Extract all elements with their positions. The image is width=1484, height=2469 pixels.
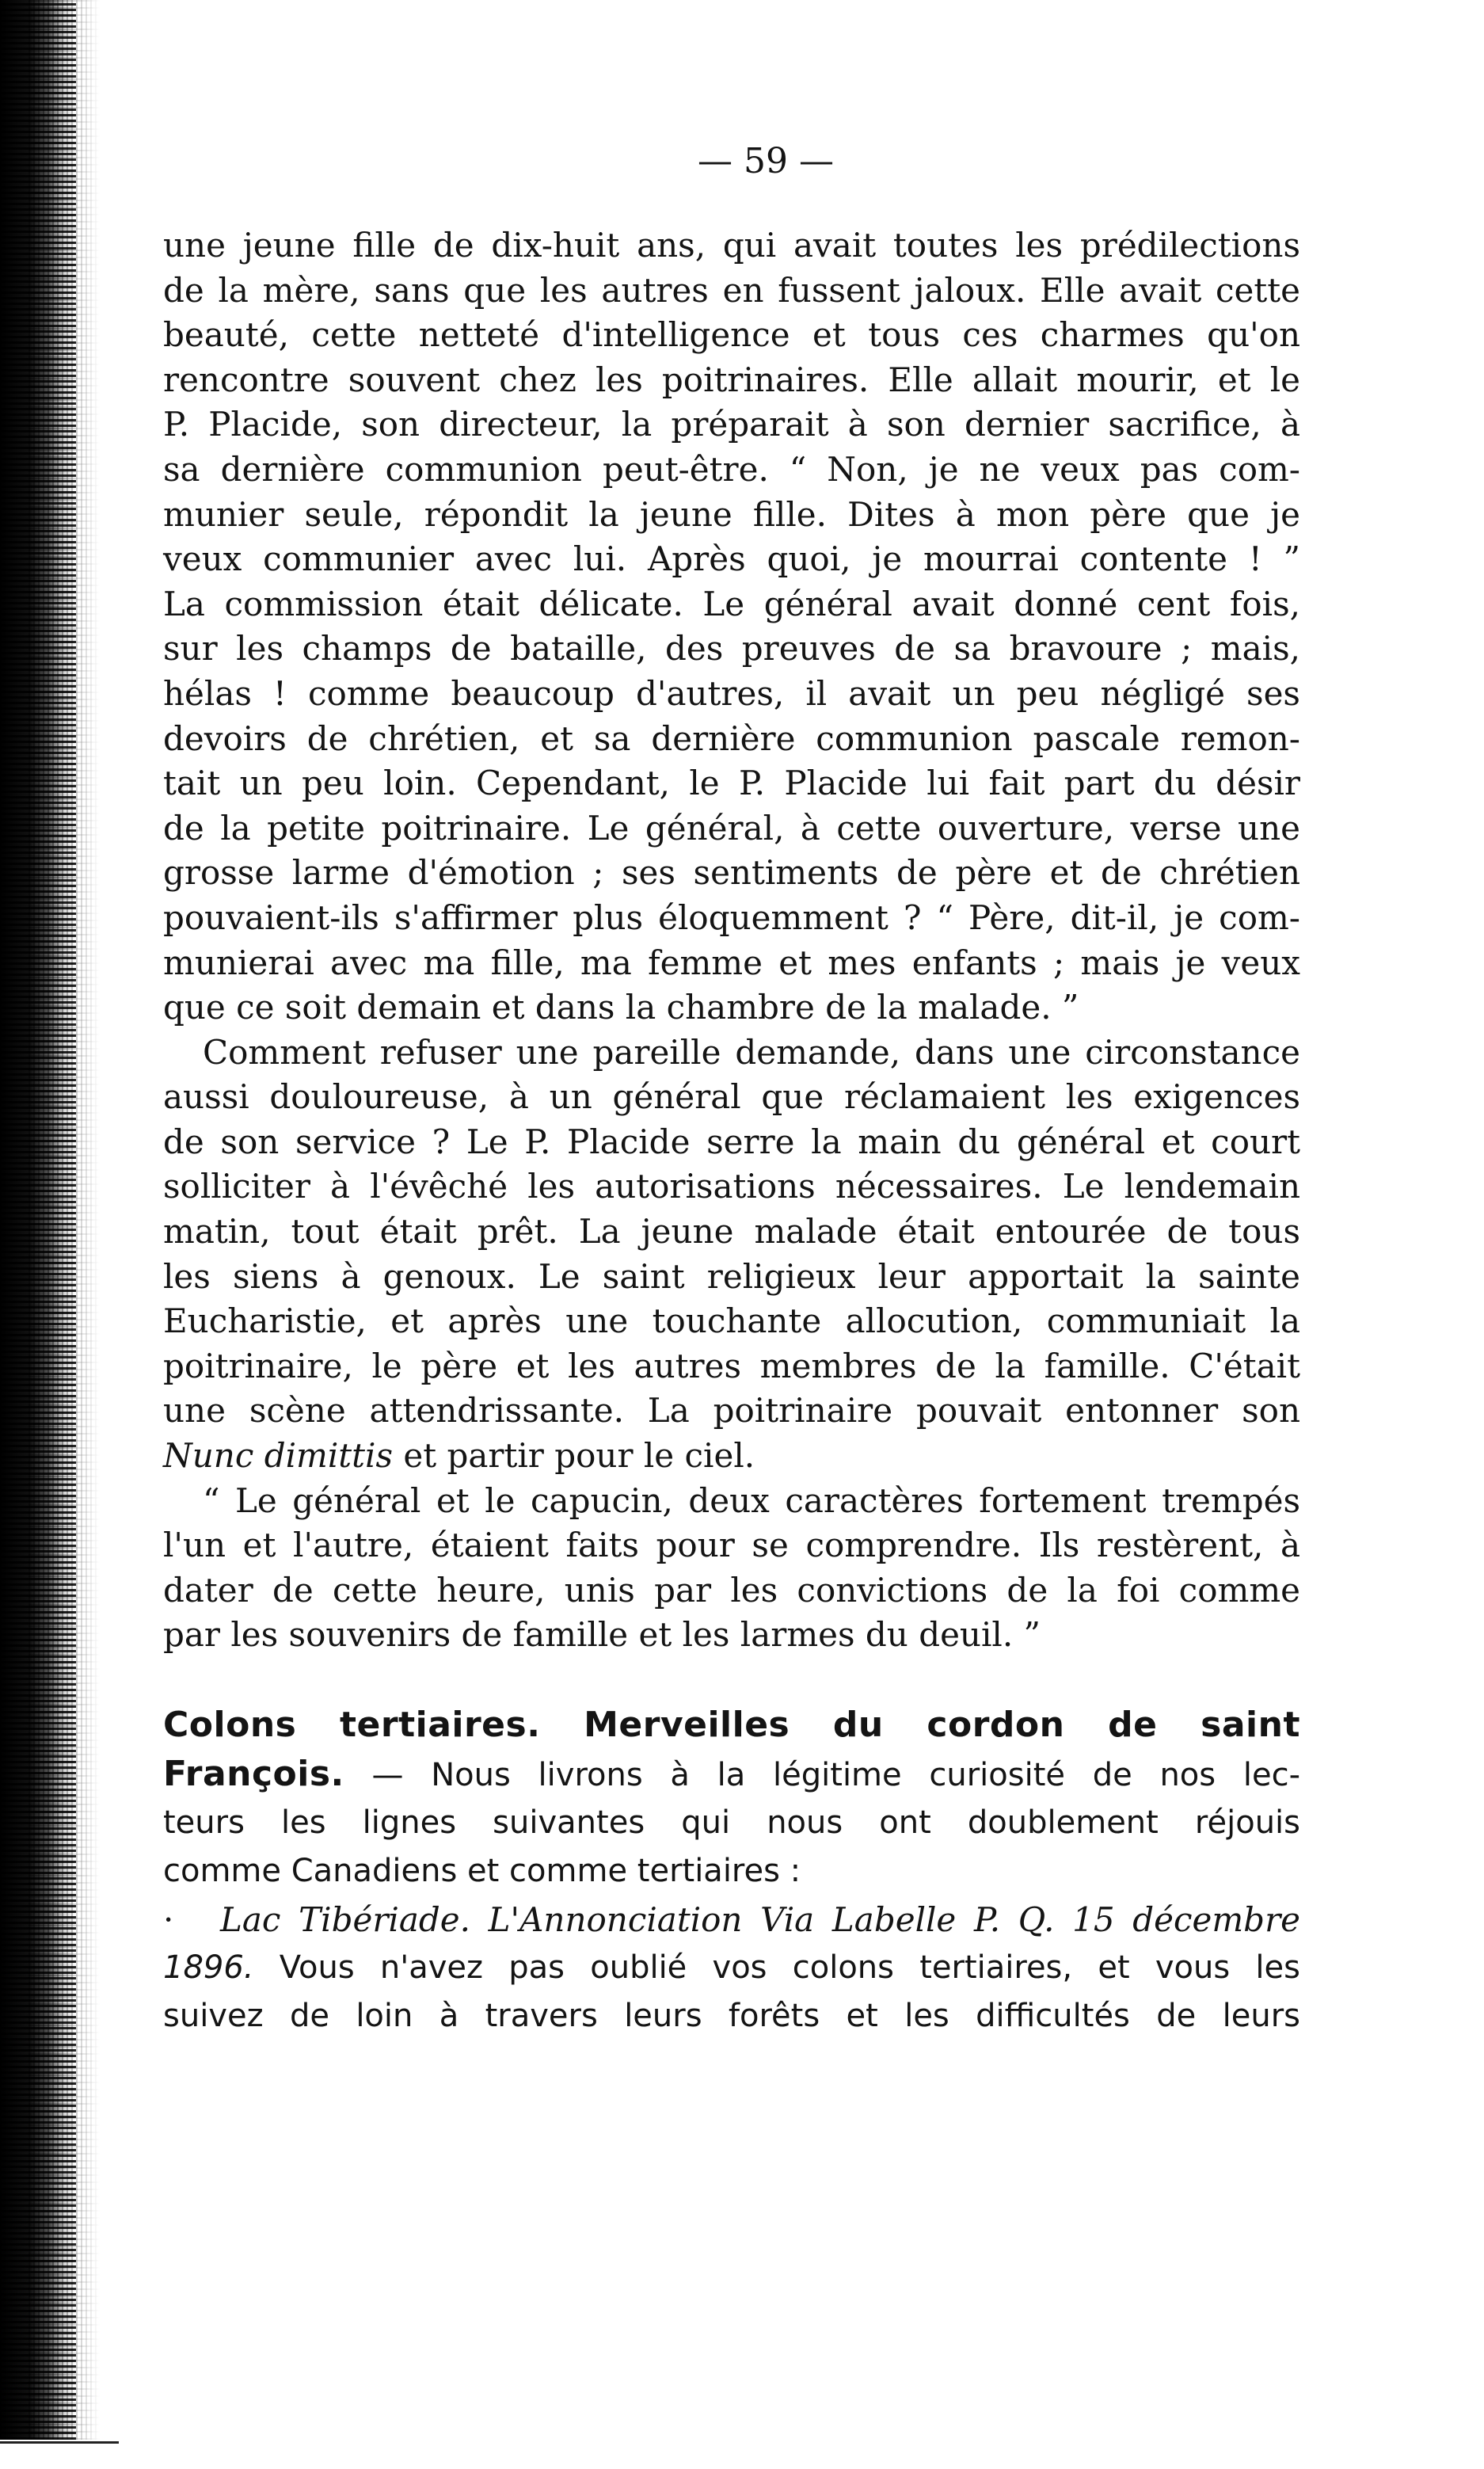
dateline-italic: Lac Tibériade. L'Annonciation Via Labelle P. Q. 15 décembre xyxy=(220,1900,1300,1939)
text-line: matin, tout était prêt. La jeune malade était entourée de tous xyxy=(163,1212,1300,1252)
text-line: une scène attendrissante. La poitrinaire pouvait entonner son xyxy=(163,1391,1300,1431)
dateline-year: 1896. xyxy=(163,1949,254,1986)
text-line: beauté, cette netteté d'intelligence et tous ces charmes qu'on xyxy=(163,315,1300,355)
text-line: une jeune fille de dix-huit ans, qui avait toutes les prédilections xyxy=(163,226,1300,265)
nunc-dimittis-italic: Nunc dimittis xyxy=(163,1436,394,1476)
text-line: hélas ! comme beaucoup d'autres, il avait un peu négligé ses xyxy=(163,673,1300,713)
text-line: P. Placide, son directeur, la préparait à son dernier sacrifice, à xyxy=(163,405,1300,444)
text-line: Eucharistie, et après une touchante allocution, communiait la xyxy=(163,1301,1300,1341)
text-fragment: et partir pour le ciel. xyxy=(393,1436,755,1476)
text-line: rencontre souvent chez les poitrinaires. Elle allait mourir, et le xyxy=(163,360,1300,399)
text-fragment: — Nous livrons à la légitime curiosité de nos lec- xyxy=(344,1757,1300,1793)
text-line: veux communier avec lui. Après quoi, je mourrai contente ! ” xyxy=(163,539,1300,579)
text-line: devoirs de chrétien, et sa dernière communion pascale remon- xyxy=(163,718,1300,758)
section-colons-tertiaires xyxy=(163,1701,1300,2040)
text-line: que ce soit demain et dans la chambre de la malade. ” xyxy=(163,988,1079,1027)
text-line: comme Canadiens et comme tertiaires : xyxy=(163,1853,801,1889)
spine-scan-noise xyxy=(29,0,100,2440)
text-line: pouvaient-ils s'affirmer plus éloquemment ? “ Père, dit-il, je com- xyxy=(163,897,1300,937)
text-line xyxy=(163,1944,1300,1992)
section-heading-continued: François. xyxy=(163,1754,344,1794)
text-line xyxy=(163,1750,1300,1799)
text-line: grosse larme d'émotion ; ses sentiments de père et de chrétien xyxy=(163,853,1300,893)
text-fragment: Vous n'avez pas oublié vos colons tertiaires, et vous les xyxy=(253,1949,1300,1986)
text-line: La commission était délicate. Le général avait donné cent fois, xyxy=(163,584,1300,623)
text-line: de la petite poitrinaire. Le général, à cette ouverture, verse une xyxy=(163,808,1300,848)
text-line: aussi douloureuse, à un général que réclamaient les exigences xyxy=(163,1077,1300,1117)
section-gap xyxy=(163,1658,1300,1701)
page-body xyxy=(163,223,1300,2040)
paragraph-3 xyxy=(163,1479,1300,1658)
bullet-mark: · xyxy=(163,1900,174,1939)
bottom-rule xyxy=(0,2441,119,2444)
page-number: — 59 — xyxy=(698,141,834,181)
text-line: munierai avec ma fille, ma femme et mes enfants ; mais je veux xyxy=(163,943,1300,982)
dateline xyxy=(163,1896,1300,1944)
text-line: munier seule, répondit la jeune fille. Dites à mon père que je xyxy=(163,494,1300,534)
text-line: solliciter à l'évêché les autorisations nécessaires. Le lendemain xyxy=(163,1167,1300,1206)
text-line: teurs les lignes suivantes qui nous ont doublement réjouis xyxy=(163,1804,1300,1841)
text-line: “ Le général et le capucin, deux caractères fortement trempés xyxy=(203,1480,1300,1520)
text-line: sa dernière communion peut-être. “ Non, je ne veux pas com- xyxy=(163,449,1300,489)
paragraph-2 xyxy=(163,1031,1300,1479)
section-heading: Colons tertiaires. Merveilles du cordon de saint xyxy=(163,1705,1300,1745)
text-line: de la mère, sans que les autres en fussent jaloux. Elle avait cette xyxy=(163,270,1300,310)
text-line: sur les champs de bataille, des preuves de sa bravoure ; mais, xyxy=(163,629,1300,669)
text-line: dater de cette heure, unis par les convictions de la foi comme xyxy=(163,1570,1300,1610)
text-line: les siens à genoux. Le saint religieux leur apportait la sainte xyxy=(163,1256,1300,1296)
text-line: tait un peu loin. Cependant, le P. Placide lui fait part du désir xyxy=(163,764,1300,803)
text-line xyxy=(163,1434,1300,1479)
text-line: l'un et l'autre, étaient faits pour se comprendre. Ils restèrent, à xyxy=(163,1526,1300,1565)
text-line: poitrinaire, le père et les autres membres de la famille. C'était xyxy=(163,1346,1300,1385)
text-line: par les souvenirs de famille et les larmes du deuil. ” xyxy=(163,1615,1041,1655)
text-line: Comment refuser une pareille demande, dans une circonstance xyxy=(203,1032,1300,1072)
paragraph-1 xyxy=(163,223,1300,1031)
text-line: suivez de loin à travers leurs forêts et les difficultés de leurs xyxy=(163,1998,1300,2034)
text-line: de son service ? Le P. Placide serre la main du général et court xyxy=(163,1122,1300,1161)
